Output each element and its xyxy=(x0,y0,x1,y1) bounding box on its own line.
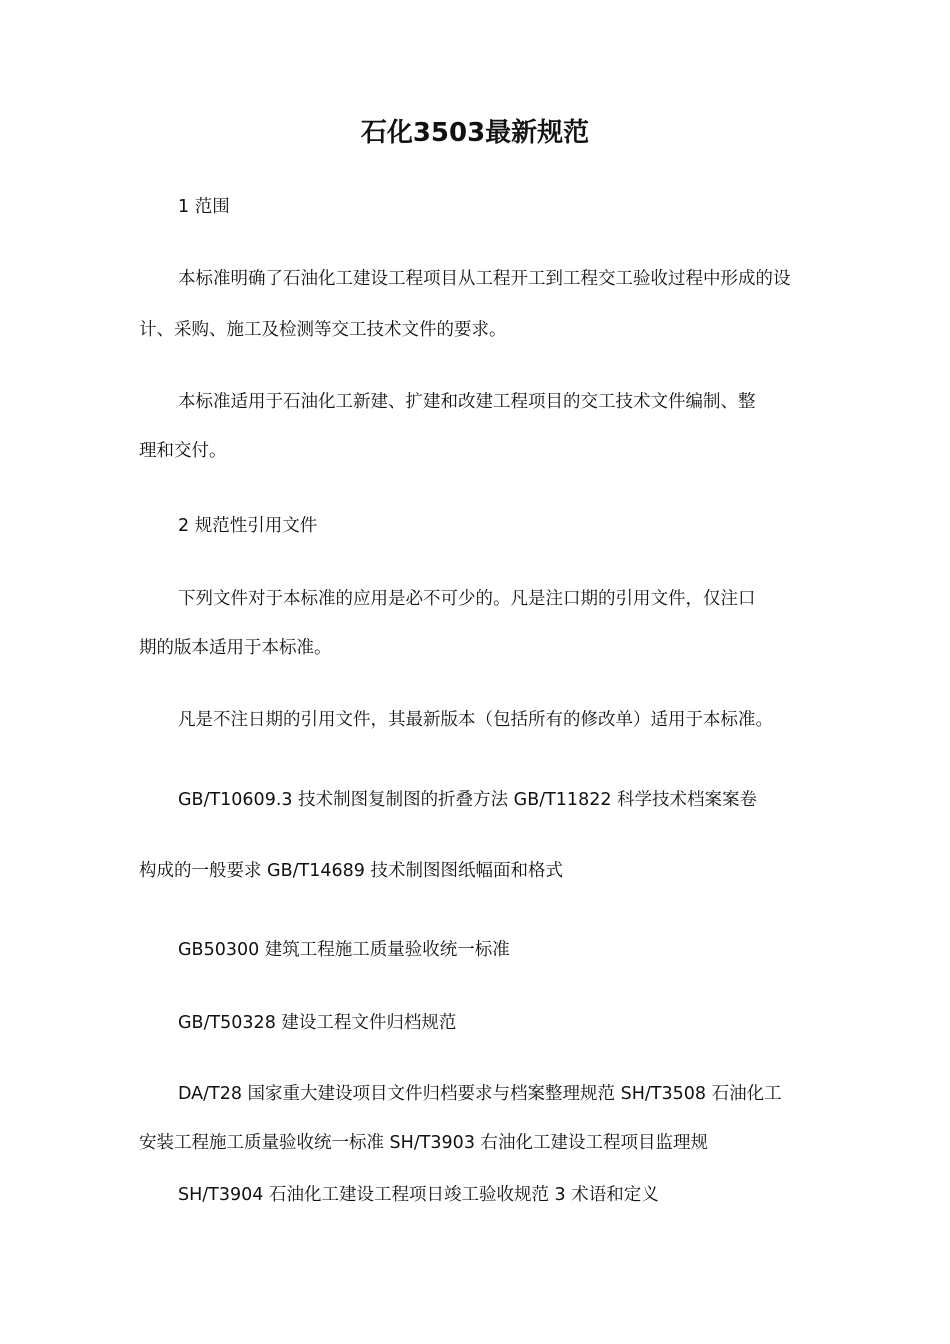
section-heading-references: 2 规范性引用文件 xyxy=(178,516,318,536)
document-title: 石化3503最新规范 xyxy=(360,118,590,148)
paragraph-line: 期的版本适用于本标准。 xyxy=(139,638,332,658)
reference-line: 构成的一般要求 GB/T14689 技术制图图纸幅面和格式 xyxy=(139,861,563,881)
paragraph-line: 理和交付。 xyxy=(139,441,227,461)
reference-line: 安装工程施工质量验收统一标准 SH/T3903 右油化工建设工程项目监理规 xyxy=(139,1133,709,1153)
reference-line: DA/T28 国家重大建设项目文件归档要求与档案整理规范 SH/T3508 石油化工 xyxy=(178,1084,782,1104)
reference-line: GB/T10609.3 技术制图复制图的折叠方法 GB/T11822 科学技术档案案卷 xyxy=(178,790,758,810)
section-heading-scope: 1 范围 xyxy=(178,197,230,217)
reference-line: GB/T50328 建设工程文件归档规范 xyxy=(178,1013,457,1033)
paragraph-line: 下列文件对于本标准的应用是必不可少的。凡是注口期的引用文件，仅注口 xyxy=(178,589,756,609)
reference-line: SH/T3904 石油化工建设工程项日竣工验收规范 3 术语和定义 xyxy=(178,1185,659,1205)
paragraph-line: 本标准适用于石油化工新建、扩建和改建工程项目的交工技术文件编制、整 xyxy=(178,392,756,412)
paragraph-line: 计、采购、施工及检测等交工技术文件的要求。 xyxy=(139,320,507,340)
reference-line: GB50300 建筑工程施工质量验收统一标准 xyxy=(178,940,510,960)
paragraph-line: 本标准明确了石油化工建设工程项目从工程开工到工程交工验收过程中形成的设 xyxy=(178,269,791,289)
paragraph-line: 凡是不注日期的引用文件，其最新版本（包括所有的修改单）适用于本标准。 xyxy=(178,710,773,730)
